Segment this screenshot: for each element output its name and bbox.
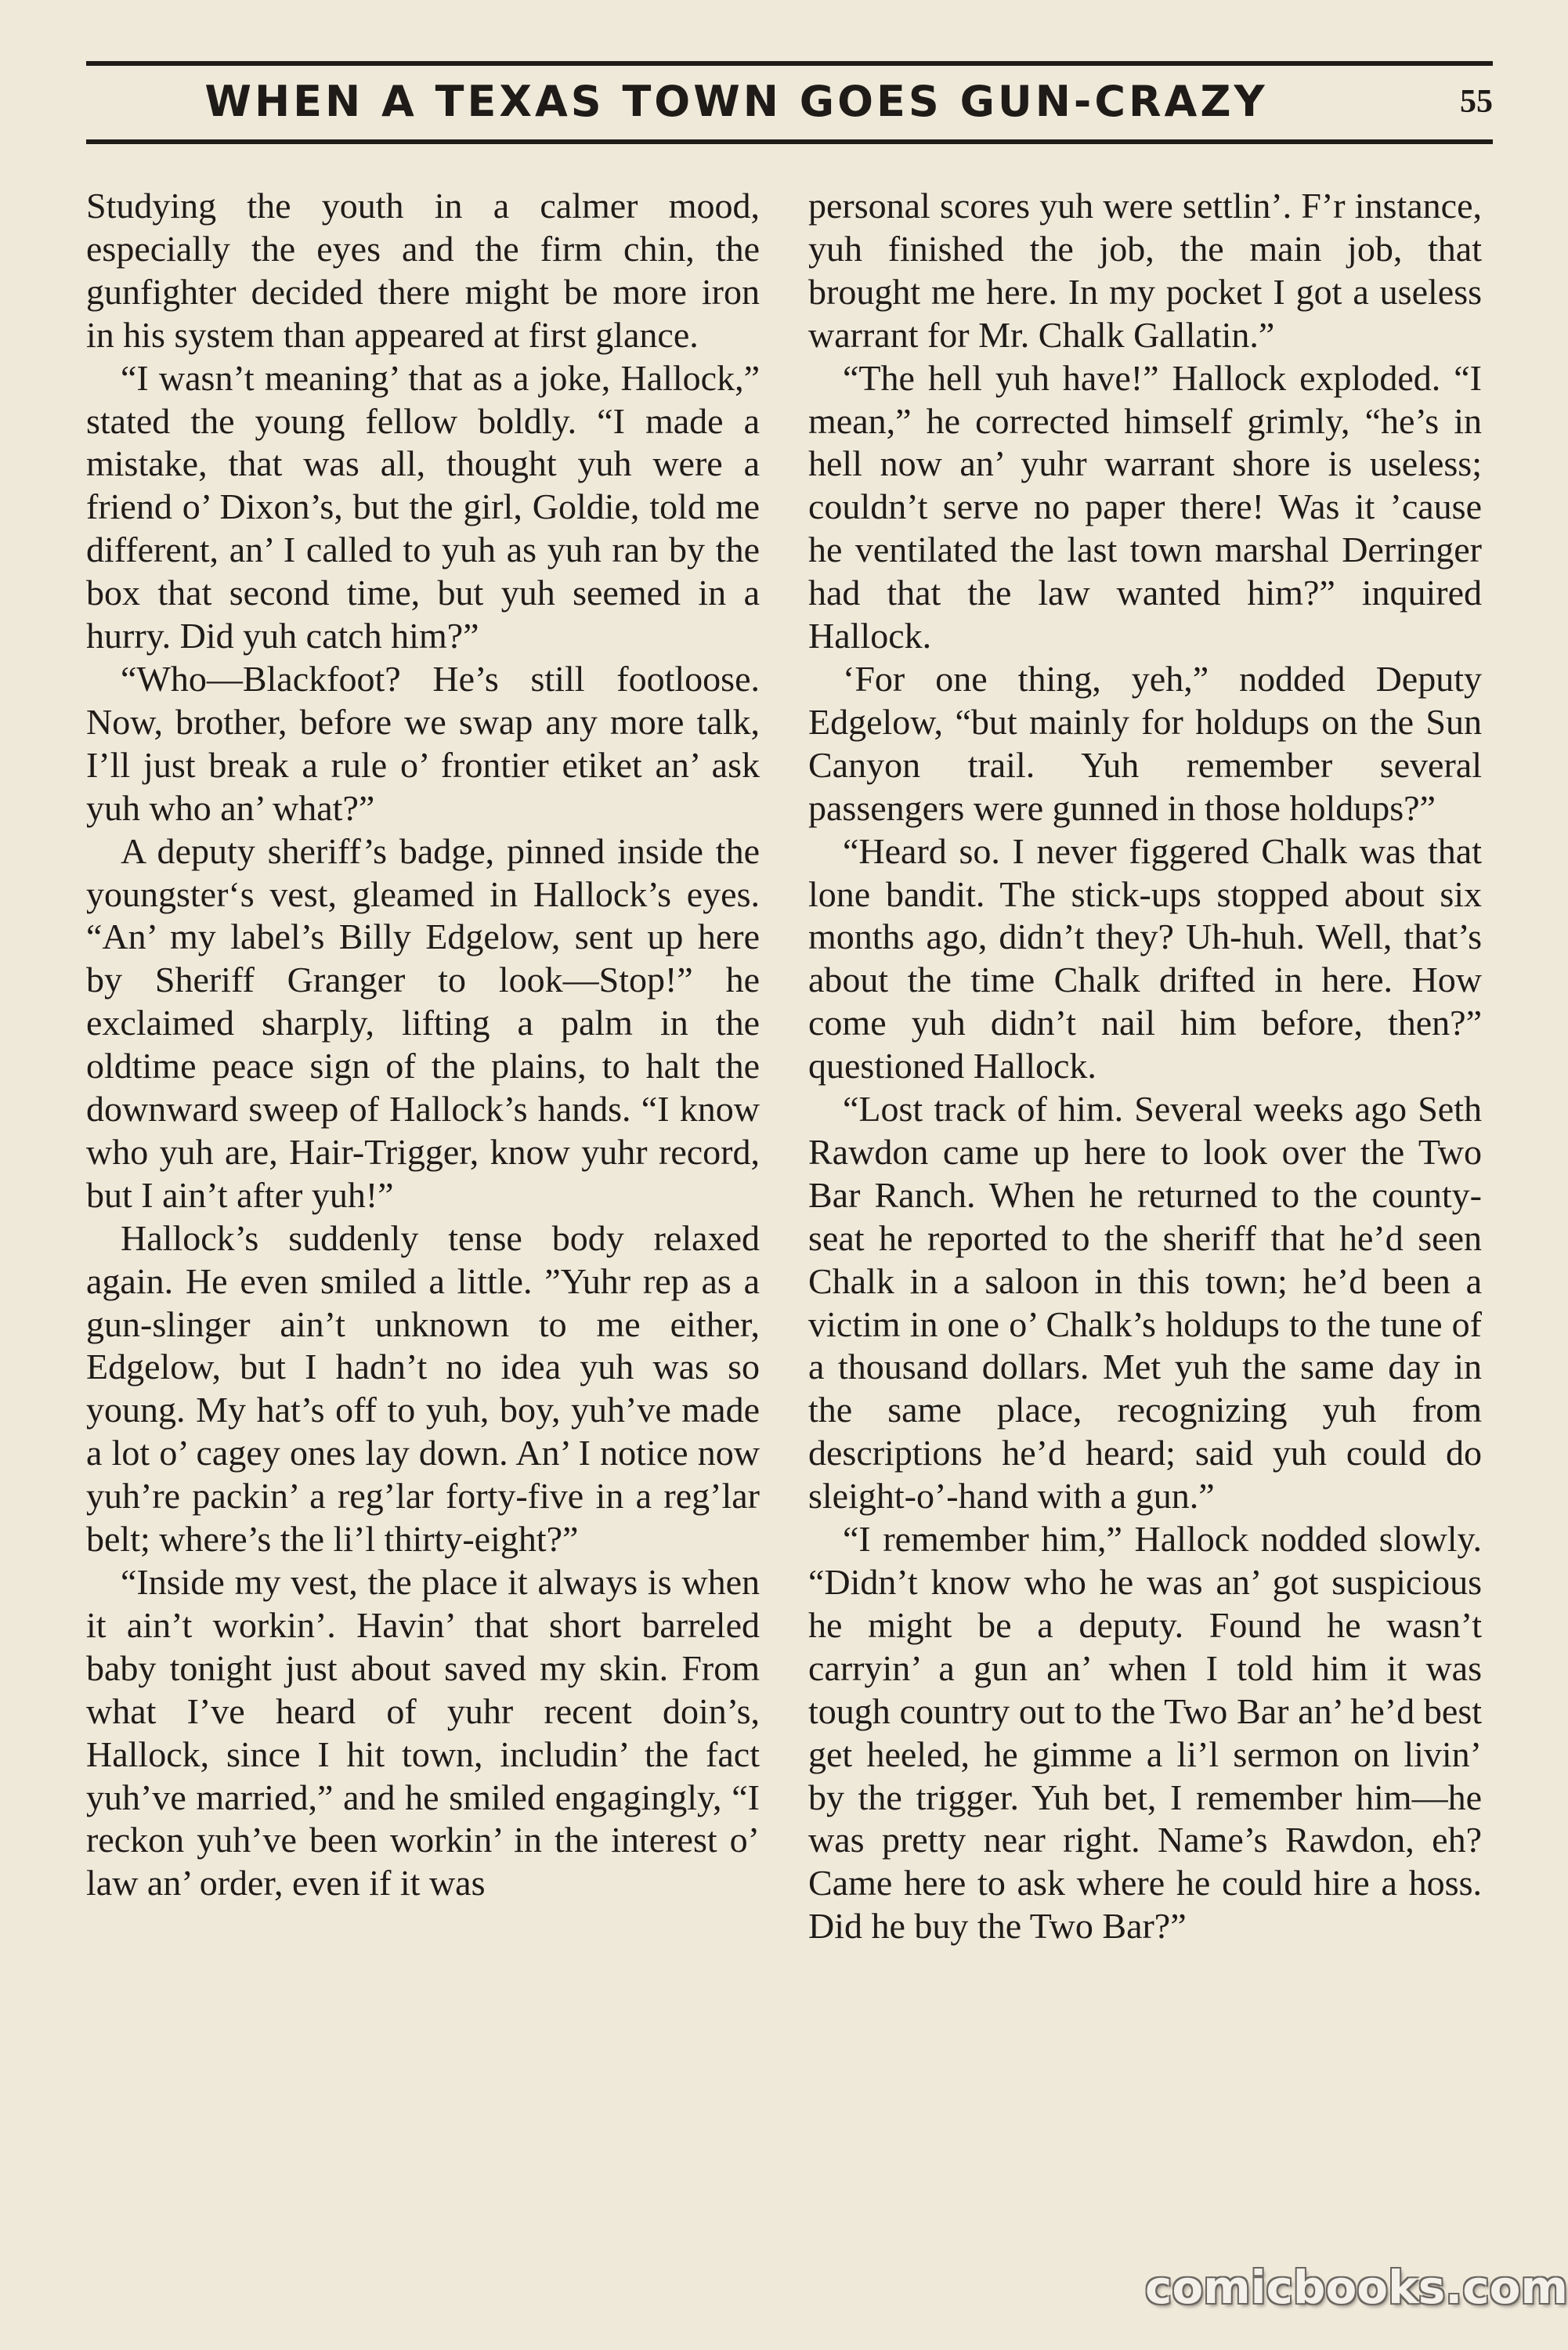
text-column-left (86, 185, 760, 1905)
header-rule-bottom (86, 139, 1493, 144)
paragraph: ‘For one thing, yeh,” nodded Deputy Edgelow, “but mainly for holdups on the Sun Canyon trail. Yuh remember several passengers were gunned in those holdups?” (808, 658, 1482, 828)
paragraph: “I remember him,” Hallock nodded slowly. “Didn’t know who he was an’ got suspicious he might be a deputy. Found he wasn’t carryin’ a gun an’ when I told him it was tough country out to the Two Bar an’ he’d best get heeled, he gimme a li’l sermon on livin’ by the trigger. Yuh bet, I remember him—he was pretty near right. Name’s Rawdon, eh? Came here to ask where he could hire a hoss. Did he buy the Two Bar?” (808, 1519, 1482, 1947)
paragraph: Hallock’s suddenly tense body relaxed again. He even smiled a little. ”Yuhr rep as a gun-slinger ain’t unknown to me either, Edgelow, but I hadn’t no idea yuh was so young. My hat’s off to yuh, boy, yuh’ve made a lot o’ cagey ones lay down. An’ I notice now yuh’re packin’ a reg’lar forty-five in a reg’lar belt; where’s the li’l thirty-eight?” (86, 1217, 760, 1560)
paragraph: personal scores yuh were settlin’. F’r instance, yuh finished the job, the main job, that brought me here. In my pocket I got a useless warrant for Mr. Chalk Gallatin.” (808, 186, 1482, 355)
paragraph: “Who—Blackfoot? He’s still footloose. Now, brother, before we swap any more talk, I’ll just break a rule o’ frontier etiket an’ ask yuh who an’ what?” (86, 658, 760, 828)
paragraph: A deputy sheriff’s badge, pinned inside the youngster‘s vest, gleamed in Hallock’s eyes. “An’ my label’s Billy Edgelow, sent up here by Sheriff Granger to look—Stop!” he exclaimed sharply, lifting a palm in the oldtime peace sign of the plains, to halt the downward sweep of Hallock’s hands. “I know who yuh are, Hair-Trigger, know yuhr record, but I ain’t after yuh!” (86, 830, 760, 1215)
paragraph: “I wasn’t meaning’ that as a joke, Hallock,” stated the young fellow boldly. “I made a mistake, that was all, thought yuh were a friend o’ Dixon’s, but the girl, Goldie, told me different, an’ I called to yuh as yuh ran by the box that second time, but yuh seemed in a hurry. Did yuh catch him?” (86, 357, 760, 656)
running-title: WHEN A TEXAS TOWN GOES GUN-CRAZY (204, 77, 1268, 126)
page-number: 55 (1460, 84, 1493, 120)
paragraph: “Lost track of him. Several weeks ago Seth Rawdon came up here to look over the Two Bar Ranch. When he returned to the county-seat he reported to the sheriff that he’d seen Chalk in a saloon in this town; he’d been a victim in one o’ Chalk’s holdups to the tune of a thousand dollars. Met yuh the same day in the same place, recognizing yuh from descriptions he’d heard; said yuh could do sleight-o’-hand with a gun.” (808, 1089, 1482, 1517)
text-column-right (808, 185, 1482, 1948)
paragraph: Studying the youth in a calmer mood, especially the eyes and the firm chin, the gunfighter decided there might be more iron in his system than appeared at first glance. (86, 186, 760, 355)
watermark-logo: comicbooks.com (1145, 2261, 1568, 2314)
header-rule-top (86, 61, 1493, 66)
paragraph: “Heard so. I never figgered Chalk was that lone bandit. The stick-ups stopped about six months ago, didn’t they? Uh-huh. Well, that’s about the time Chalk drifted in here. How come yuh didn’t nail him before, then?” questioned Hallock. (808, 830, 1482, 1086)
paragraph: “The hell yuh have!” Hallock exploded. “I mean,” he corrected himself grimly, “he’s in hell now an’ yuhr warrant shore is useless; couldn’t serve no paper there! Was it ’cause he ventilated the last town marshal Derringer had that the law wanted him?” inquired Hallock. (808, 357, 1482, 656)
paragraph: “Inside my vest, the place it always is when it ain’t workin’. Havin’ that short barreled baby tonight just about saved my skin. From what I’ve heard of yuhr recent doin’s, Hallock, since I hit town, includin’ the fact yuh’ve married,” and he smiled engagingly, “I reckon yuh’ve been workin’ in the interest o’ law an’ order, even if it was (86, 1562, 760, 1904)
